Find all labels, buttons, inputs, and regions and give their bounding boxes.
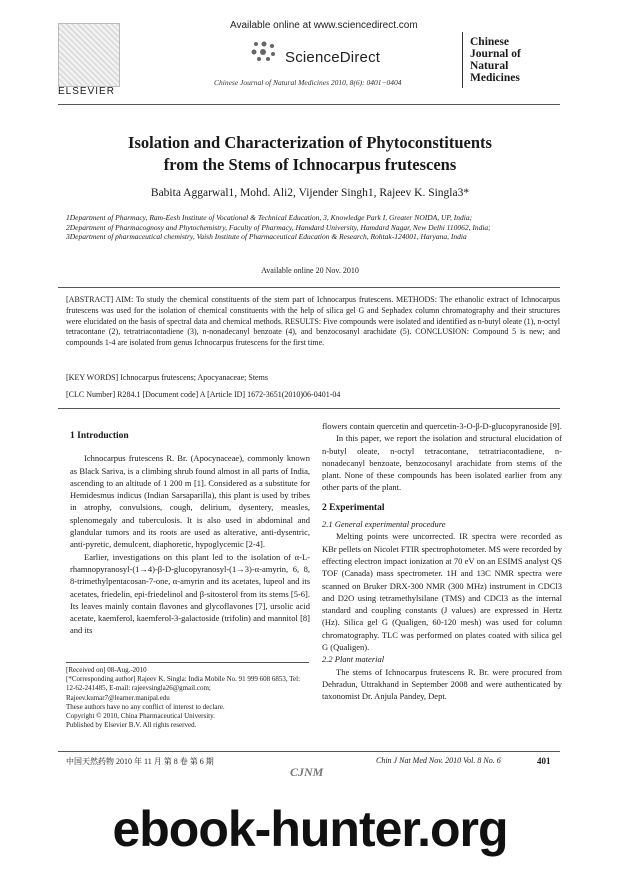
header-rule — [58, 104, 560, 105]
journal-name-line: Journal of — [470, 48, 521, 60]
body-paragraph: The stems of Ichnocarpus frutescens R. Br. were procured from Dehradun, Uttrakhand in September 2008 and were authenticated by taxonomist Dr. Anjula Pandey, Dept. — [322, 666, 562, 702]
footer-english: Chin J Nat Med Nov. 2010 Vol. 8 No. 6 — [376, 756, 501, 765]
publisher-name: ELSEVIER — [58, 86, 115, 97]
clc-number-line: [CLC Number] R284.1 [Document code] A [Article ID] 1672-3651(2010)06-0401-04 — [66, 390, 341, 399]
footnote: These authors have no any conflict of interest to declare. — [66, 702, 225, 711]
sciencedirect-brand: ScienceDirect — [285, 49, 381, 66]
footnote: Published by Elsevier B.V. All rights reserved. — [66, 721, 197, 730]
section-heading-experimental: 2 Experimental — [322, 502, 385, 513]
footnotes — [66, 666, 309, 730]
body-paragraph: In this paper, we report the isolation and structural elucidation of n-butyl oleate, n-octyl tetracontane, tetratriacontadiene, n-nonadecanyl benzoate, benzocosanyl arachidate from stems of the plant. None of these compounds has been isolated earlier from any other parts of the plant. — [322, 433, 562, 493]
journal-name-line: Natural — [470, 60, 509, 72]
intro-paragraph: Earlier, investigations on this plant led to the isolation of α-L-rhamnopyranosyl-(1→4)-β-D-glucopyranosyl-(1→3)-α-amyrin, 6, 8, 8-trimethylpentacosan-7-one, α-amyrin and its acetates, lupeol and its acetates, friedelin, epi-friedelinol and β-sitosterol from its stems [5-6]. Its leaves mainly contain flavones and glycoflavones [7], ursolic acid acetate, kaemferol, kaemferol-3-galactoside (trifolin) and mannitol [8] and its — [70, 551, 310, 636]
footnote: [*Corresponding author] Rajeev K. Singla: India Mobile No. 91 999 608 6853, Tel: 12-62-241485, E-mail: rajeevsingla26@gmail.com; Rajeev.kumar7@learner.manipal.edu — [66, 675, 301, 702]
journal-name-line: Medicines — [470, 72, 520, 84]
keywords: [KEY WORDS] Ichnocarpus frutescens; Apocyanaceae; Stems — [66, 373, 268, 382]
page-number: 401 — [537, 756, 551, 766]
cjnm-logo: CJNM — [290, 765, 324, 779]
footer-rule — [58, 751, 560, 752]
body-paragraph: Melting points were uncorrected. IR spectra were recorded as KBr pellets on Nicolet FTIR spectrophotometer. MS were recorded by effecting electron impact ionization at 70 eV on an ESIMS analyst QS TOF (Canada) mass spectrometer. 1H and 13C NMR spectra were scanned on Bruker DRX-300 NMR (300 MHz) instrument in CDCl3 and D2O using tetramethylsilane (TMS) and CDCl3 as the internal standard and coupling constants (J values) are expressed in Hertz (Hz). Silica gel G (Qualigen, 60-120 mesh) was used for column chromatography. TLC was performed on plates coated with silica gel G (Qualigen). — [322, 531, 562, 653]
available-date: Available online 20 Nov. 2010 — [261, 266, 359, 275]
footnote: [Received on] 08-Aug.-2010 — [66, 666, 147, 674]
affiliation: 2Department of Pharmacognosy and Phytochemistry, Faculty of Pharmacy, Hamdard University, Hamdard Nagar, New Delhi 110062, India; — [66, 222, 491, 232]
body-paragraph: flowers contain quercetin and quercetin-3-O-β-D-glucopyranoside [9]. — [322, 421, 562, 431]
right-column — [322, 420, 562, 703]
sciencedirect-dots-icon — [250, 40, 280, 62]
affiliation: 1Department of Pharmacy, Ram-Eesh Institute of Vocational & Technical Education, 3, Knowledge Park I, Greater NOIDA, UP, India; — [66, 213, 473, 222]
left-column — [70, 431, 310, 637]
affiliation: 3Department of pharmaceutical chemistry, Vaish Institute of Pharmaceutical Education & Research, Rohtak-124001, Haryana, India — [66, 232, 467, 242]
abstract-top-rule — [58, 287, 560, 288]
footnote: Copyright © 2010, China Pharmaceutical University. — [66, 712, 215, 721]
watermark: ebook-hunter.org — [112, 801, 508, 857]
affiliations — [66, 213, 562, 242]
title-line: from the Stems of Ichnocarpus frutescens — [163, 155, 457, 174]
journal-name-line: Chinese — [470, 36, 509, 48]
abstract-bottom-rule — [58, 408, 560, 409]
footnote-rule — [66, 662, 309, 663]
intro-paragraph: Ichnocarpus frutescens R. Br. (Apocynaceae), commonly known as Black Sariva, is a climbing shrub found almost in all parts of India, ascending to an altitude of 1 200 m [1]. Considered as a substitute for Hemidesmus indicus (Indian Sarsaparilla), this plant is used by tribes in atrophy, convulsions, cough, delirium, dysentery, measles, splenomegaly and tuberculosis. It is also used in abdominal and glandular tumors and its roots are used as alterative, anti-dysentric, anti-pyretic, demulcent, diaphoretic, hypoglycemic [2-4]. — [70, 453, 310, 550]
available-online-banner: Available online at www.sciencedirect.com — [230, 20, 418, 31]
footer-chinese: 中国天然药物 2010 年 11 月 第 8 卷 第 6 期 — [66, 757, 214, 766]
title-line: Isolation and Characterization of Phytoconstituents — [128, 133, 492, 152]
article-title — [0, 132, 620, 176]
subsection-heading: 2.2 Plant material — [322, 654, 385, 665]
section-heading-introduction: 1 Introduction — [70, 431, 129, 441]
abstract-text: [ABSTRACT] AIM: To study the chemical constituents of the stem part of Ichnocarpus frutescens. METHODS: The ethanolic extract of Ichnocarpus frutescens was used for the isolation of chemical constituents with the help of silica gel G and Sephadex column chromatography and their structures were elucidated on the basis of spectral data and chemical methods. RESULTS: Five compounds were isolated and identified as n-butyl oleate (1), n-octyl tetracontane (2), tetratriacontadiene (3), n-nonadecanyl benzoate (4), and benzocosanyl arachidate (5). CONCLUSION: Compound 5 is new; and compounds 1-4 are isolated from genus Ichnocarpus frutescens for the first time. — [66, 295, 560, 348]
subsection-heading: 2.1 General experimental procedure — [322, 519, 446, 530]
elsevier-tree-logo — [58, 23, 120, 87]
author-list: Babita Aggarwal1, Mohd. Ali2, Vijender Singh1, Rajeev K. Singla3* — [150, 187, 470, 199]
journal-citation: Chinese Journal of Natural Medicines 2010, 8(6): 0401−0404 — [214, 78, 402, 87]
journal-name-block — [470, 36, 550, 84]
